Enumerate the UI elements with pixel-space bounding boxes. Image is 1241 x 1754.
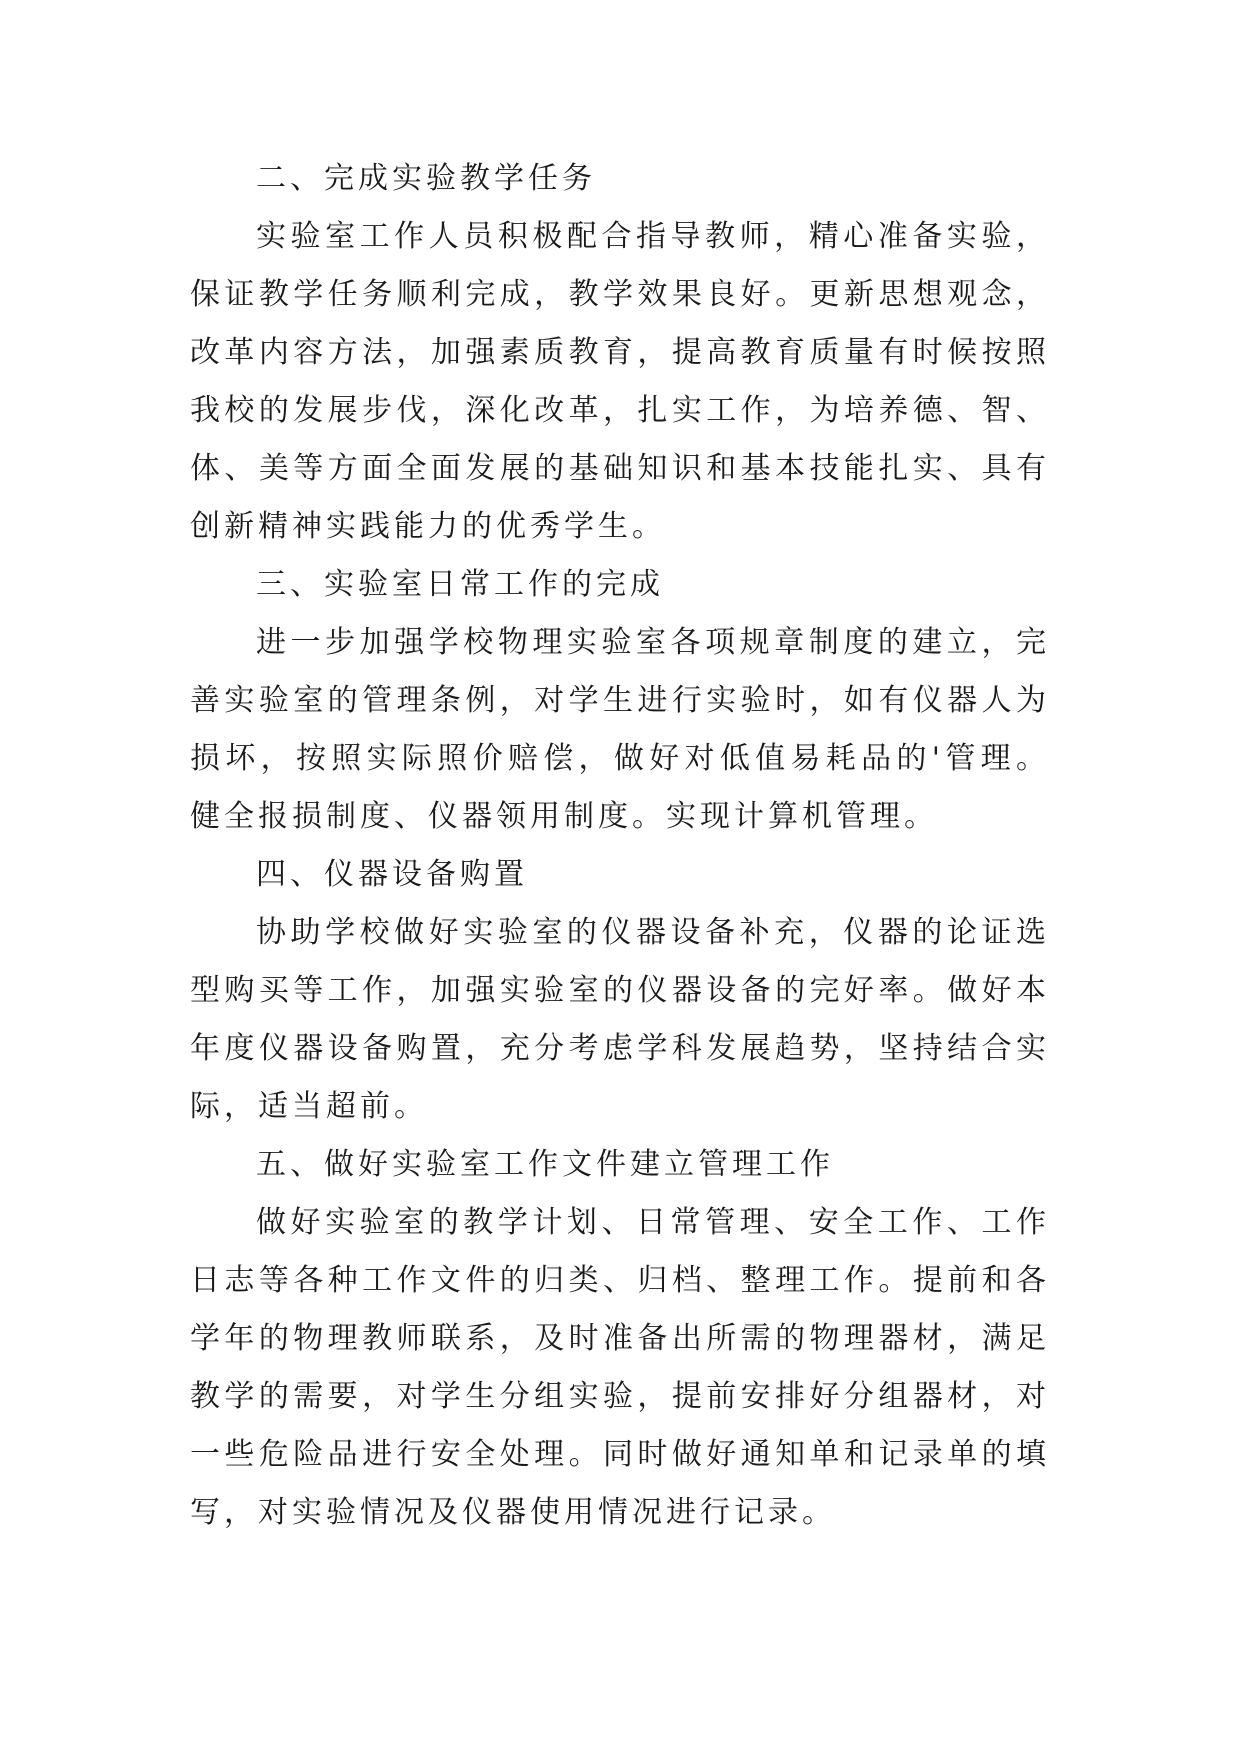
- section-heading-4: 四、仪器设备购置: [256, 857, 528, 892]
- section-body-3: 进一步加强学校物理实验室各项规章制度的建立，完善实验室的管理条例，对学生进行实验时，如有仪器人为损坏，按照实际照价赔偿，做好对低值易耗品的'管理。健全报损制度、仪器领用制度。实现计算机管理。: [190, 625, 1050, 834]
- section-body-5: 做好实验室的教学计划、日常管理、安全工作、工作日志等各种工作文件的归类、归档、整理工作。提前和各学年的物理教师联系，及时准备出所需的物理器材，满足教学的需要，对学生分组实验，提前安排好分组器材，对一些危险品进行安全处理。同时做好通知单和记录单的填写，对实验情况及仪器使用情况进行记录。: [190, 1205, 1050, 1530]
- section-heading-3: 三、实验室日常工作的完成: [256, 567, 664, 602]
- section-heading-5: 五、做好实验室工作文件建立管理工作: [256, 1147, 834, 1182]
- section-body-2: 实验室工作人员积极配合指导教师，精心准备实验，保证教学任务顺利完成，教学效果良好。更新思想观念，改革内容方法，加强素质教育，提高教育质量有时候按照我校的发展步伐，深化改革，扎实工作，为培养德、智、体、美等方面全面发展的基础知识和基本技能扎实、具有创新精神实践能力的优秀学生。: [190, 219, 1050, 544]
- section-heading-2: 二、完成实验教学任务: [256, 161, 596, 196]
- document-page: [190, 150, 1050, 1542]
- section-body-4: 协助学校做好实验室的仪器设备补充，仪器的论证选型购买等工作，加强实验室的仪器设备的完好率。做好本年度仪器设备购置，充分考虑学科发展趋势，坚持结合实际，适当超前。: [190, 915, 1050, 1124]
